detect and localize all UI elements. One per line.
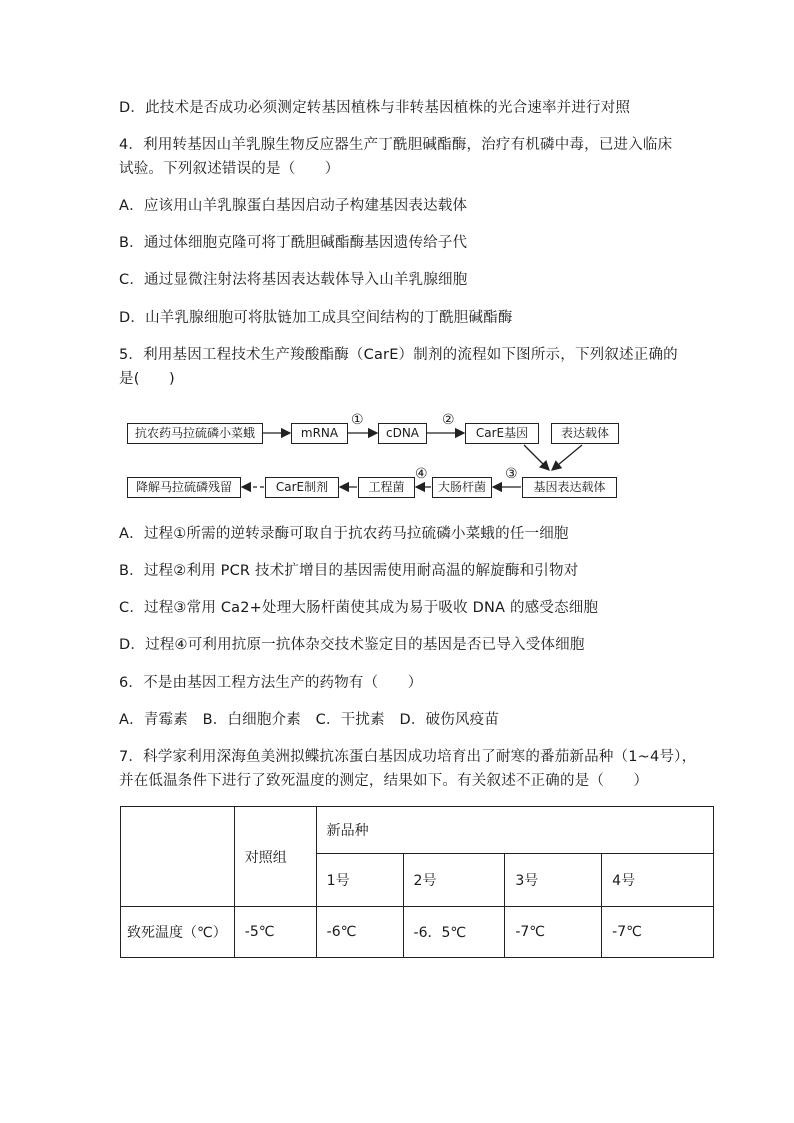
q6-stem: 6．不是由基因工程方法生产的药物有（ ）: [119, 675, 423, 691]
box-cdna: cDNA: [378, 423, 427, 444]
q5-flow-diagram: [119, 412, 639, 504]
step-3-label: ③: [505, 466, 518, 482]
header-new-variety: 新品种: [316, 807, 713, 854]
q5-option-a: A．过程①所需的逆转录酶可取自于抗农药马拉硫磷小菜蛾的任一细胞: [119, 526, 569, 542]
q5-option-d: D．过程④可利用抗原一抗体杂交技术鉴定目的基因是否已导入受体细胞: [119, 637, 585, 653]
cell-value-1: -6℃: [316, 907, 403, 958]
q5-option-b: B．过程②利用 PCR 技术扩增目的基因需使用耐高温的解旋酶和引物对: [119, 563, 579, 579]
q5-stem-line2: 是( ): [119, 371, 175, 387]
step-2-label: ②: [442, 412, 455, 428]
box-engineered: 工程菌: [358, 477, 415, 498]
q4-option-a: A．应该用山羊乳腺蛋白基因启动子构建基因表达载体: [119, 198, 468, 214]
q4-option-b: B．通过体细胞克隆可将丁酰胆碱酯酶基因遗传给子代: [119, 235, 468, 251]
cell-control-value: -5℃: [234, 907, 316, 958]
q4-stem-line1: 4．利用转基因山羊乳腺生物反应器生产丁酰胆碱酯酶，治疗有机磷中毒，已进入临床: [119, 137, 673, 153]
box-care-product: CarE制剂: [265, 477, 339, 498]
q6-options: A．青霉素 B．白细胞介素 C．干扰素 D．破伤风疫苗: [119, 712, 500, 728]
box-expression-vector: 基因表达载体: [522, 477, 617, 498]
box-ecoli: 大肠杆菌: [432, 477, 492, 498]
box-source: 抗农药马拉硫磷小菜蛾: [127, 423, 263, 444]
row-label-lethal-temp: 致死温度（℃）: [121, 907, 235, 958]
table-row: [121, 807, 714, 854]
q4-option-c: C．通过显微注射法将基因表达载体导入山羊乳腺细胞: [119, 272, 468, 288]
step-1-label: ①: [351, 412, 364, 428]
sub-header-3: 3号: [505, 854, 602, 907]
box-degrade: 降解马拉硫磷残留: [127, 477, 241, 498]
q4-stem-line2: 试验。下列叙述错误的是（ ）: [119, 161, 340, 177]
table-row: [121, 907, 714, 958]
q5-option-c: C．过程③常用 Ca2+处理大肠杆菌使其成为易于吸收 DNA 的感受态细胞: [119, 600, 599, 616]
sub-header-1: 1号: [316, 854, 403, 907]
q7-stem-line1: 7．科学家利用深海鱼美洲拟鲽抗冻蛋白基因成功培育出了耐寒的番茄新品种（1~4号），: [119, 749, 697, 765]
q7-stem-line2: 并在低温条件下进行了致死温度的测定，结果如下。有关叙述不正确的是（ ）: [119, 773, 649, 789]
header-control: 对照组: [234, 807, 316, 907]
cell-value-2: -6．5℃: [403, 907, 505, 958]
sub-header-2: 2号: [403, 854, 505, 907]
q5-stem-line1: 5．利用基因工程技术生产羧酸酯酶（CarE）制剂的流程如下图所示，下列叙述正确的: [119, 347, 678, 363]
cell-value-4: -7℃: [602, 907, 714, 958]
box-mrna: mRNA: [291, 423, 348, 444]
arrow-vector-to-expression-vector: [552, 445, 582, 470]
box-vector: 表达载体: [551, 423, 619, 444]
sub-header-4: 4号: [602, 854, 714, 907]
table-corner-cell: [121, 807, 235, 907]
q7-result-table: [120, 806, 714, 958]
q4-option-d: D．山羊乳腺细胞可将肽链加工成具空间结构的丁酰胆碱酯酶: [119, 310, 513, 326]
step-4-label: ④: [415, 466, 428, 482]
arrow-gene-to-expression-vector: [524, 445, 549, 470]
q3-option-d: D．此技术是否成功必须测定转基因植株与非转基因植株的光合速率并进行对照: [119, 100, 631, 116]
box-care-gene: CarE基因: [465, 423, 539, 444]
cell-value-3: -7℃: [505, 907, 602, 958]
